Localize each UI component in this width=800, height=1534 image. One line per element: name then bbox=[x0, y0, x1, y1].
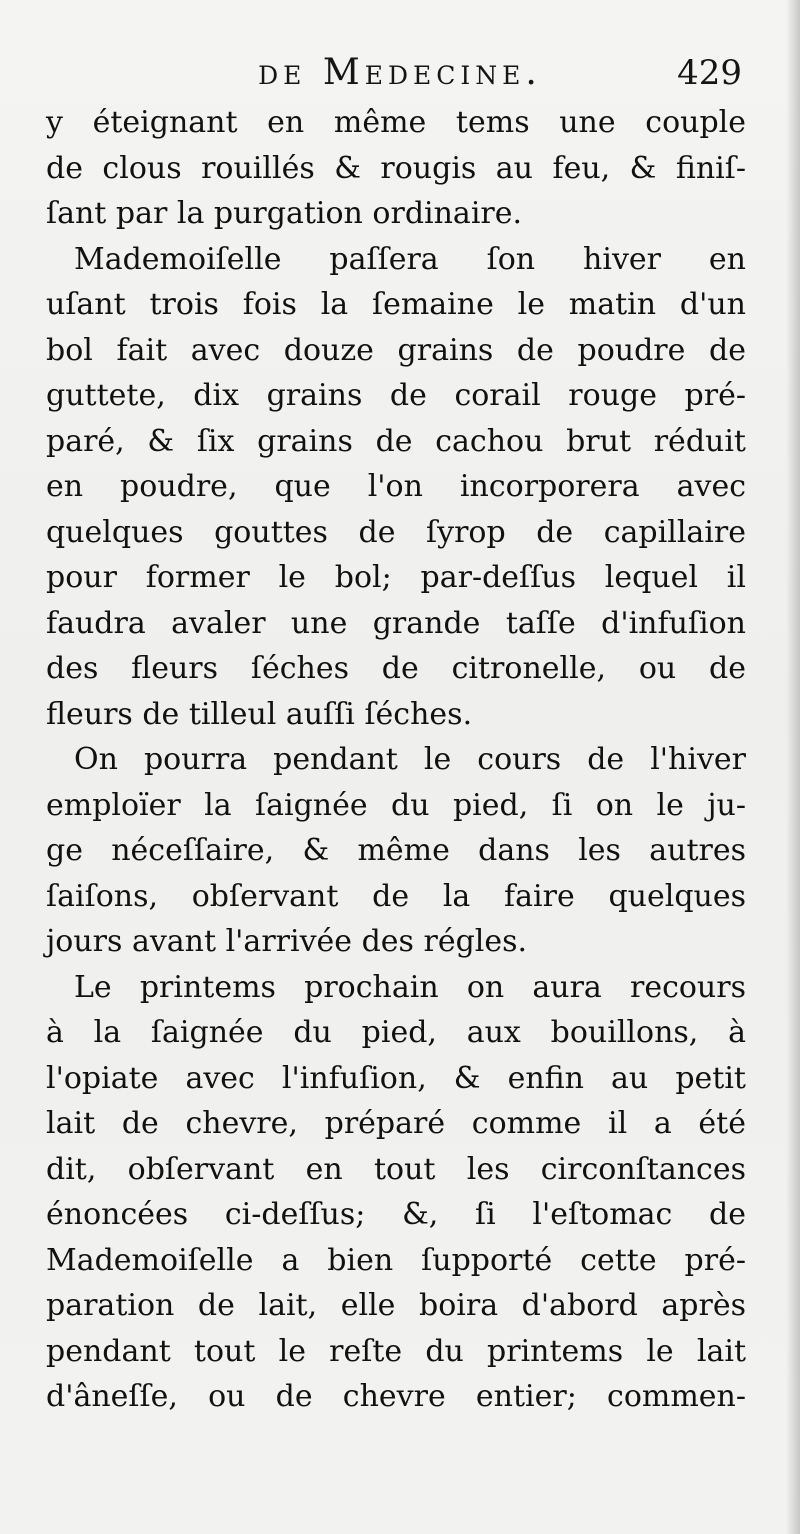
text-line: de clous rouillés & rougis au feu, & finiſ- bbox=[46, 150, 746, 186]
page-edge-shadow bbox=[786, 0, 800, 1534]
text-line: quelques gouttes de ſyrop de capillaire bbox=[46, 514, 746, 550]
paragraph-start-line: Le printems prochain on aura recours bbox=[74, 969, 746, 1005]
text-line: paré, & ſix grains de cachou brut réduit bbox=[46, 423, 746, 459]
text-line: l'opiate avec l'infuſion, & enfin au petit bbox=[46, 1060, 746, 1096]
running-title: de Medecine. bbox=[258, 52, 542, 93]
text-line: y éteignant en même tems une couple bbox=[46, 105, 746, 140]
paragraph-start-line: On pourra pendant le cours de l'hiver bbox=[74, 742, 746, 777]
text-line: ge néceſſaire, & même dans les autres bbox=[46, 833, 746, 868]
text-line: ſant par la purgation ordinaire. bbox=[46, 196, 523, 231]
text-line: à la ſaignée du pied, aux bouillons, à bbox=[46, 1015, 746, 1050]
text-line: guttete, dix grains de corail rouge pré- bbox=[46, 378, 746, 413]
text-line: d'âneſſe, ou de chevre entier; commen- bbox=[46, 1379, 746, 1414]
text-line: emploïer la ſaignée du pied, ſi on le ju- bbox=[46, 787, 746, 823]
text-line: jours avant l'arrivée des régles. bbox=[46, 924, 528, 959]
text-line: faudra avaler une grande taſſe d'infuſion bbox=[46, 605, 746, 641]
text-line: des fleurs ſéches de citronelle, ou de bbox=[46, 651, 746, 686]
text-line: en poudre, que l'on incorporera avec bbox=[46, 469, 746, 504]
text-line: uſant trois fois la ſemaine le matin d'un bbox=[46, 287, 746, 322]
text-line: pendant tout le reſte du printems le lait bbox=[46, 1333, 746, 1369]
text-line: ſaiſons, obſervant de la faire quelques bbox=[46, 878, 746, 914]
text-line: paration de lait, elle boira d'abord après bbox=[46, 1288, 746, 1323]
text-line: bol fait avec douze grains de poudre de bbox=[46, 332, 746, 368]
text-line: dit, obſervant en tout les circonſtances bbox=[46, 1151, 746, 1187]
paragraph-start-line: Mademoiſelle paſſera ſon hiver en bbox=[74, 241, 746, 277]
text-line: lait de chevre, préparé comme il a été bbox=[46, 1106, 746, 1141]
text-line: pour former le bol; par-deſſus lequel il bbox=[46, 560, 746, 595]
text-line: Mademoiſelle a bien ſupporté cette pré- bbox=[46, 1242, 746, 1278]
page-number: 429 bbox=[677, 53, 742, 93]
body-text bbox=[46, 100, 746, 1420]
running-head bbox=[40, 48, 760, 98]
text-line: fleurs de tilleul auſſi ſéches. bbox=[46, 696, 473, 732]
text-line: énoncées ci-deſſus; &, ſi l'eſtomac de bbox=[46, 1197, 746, 1232]
